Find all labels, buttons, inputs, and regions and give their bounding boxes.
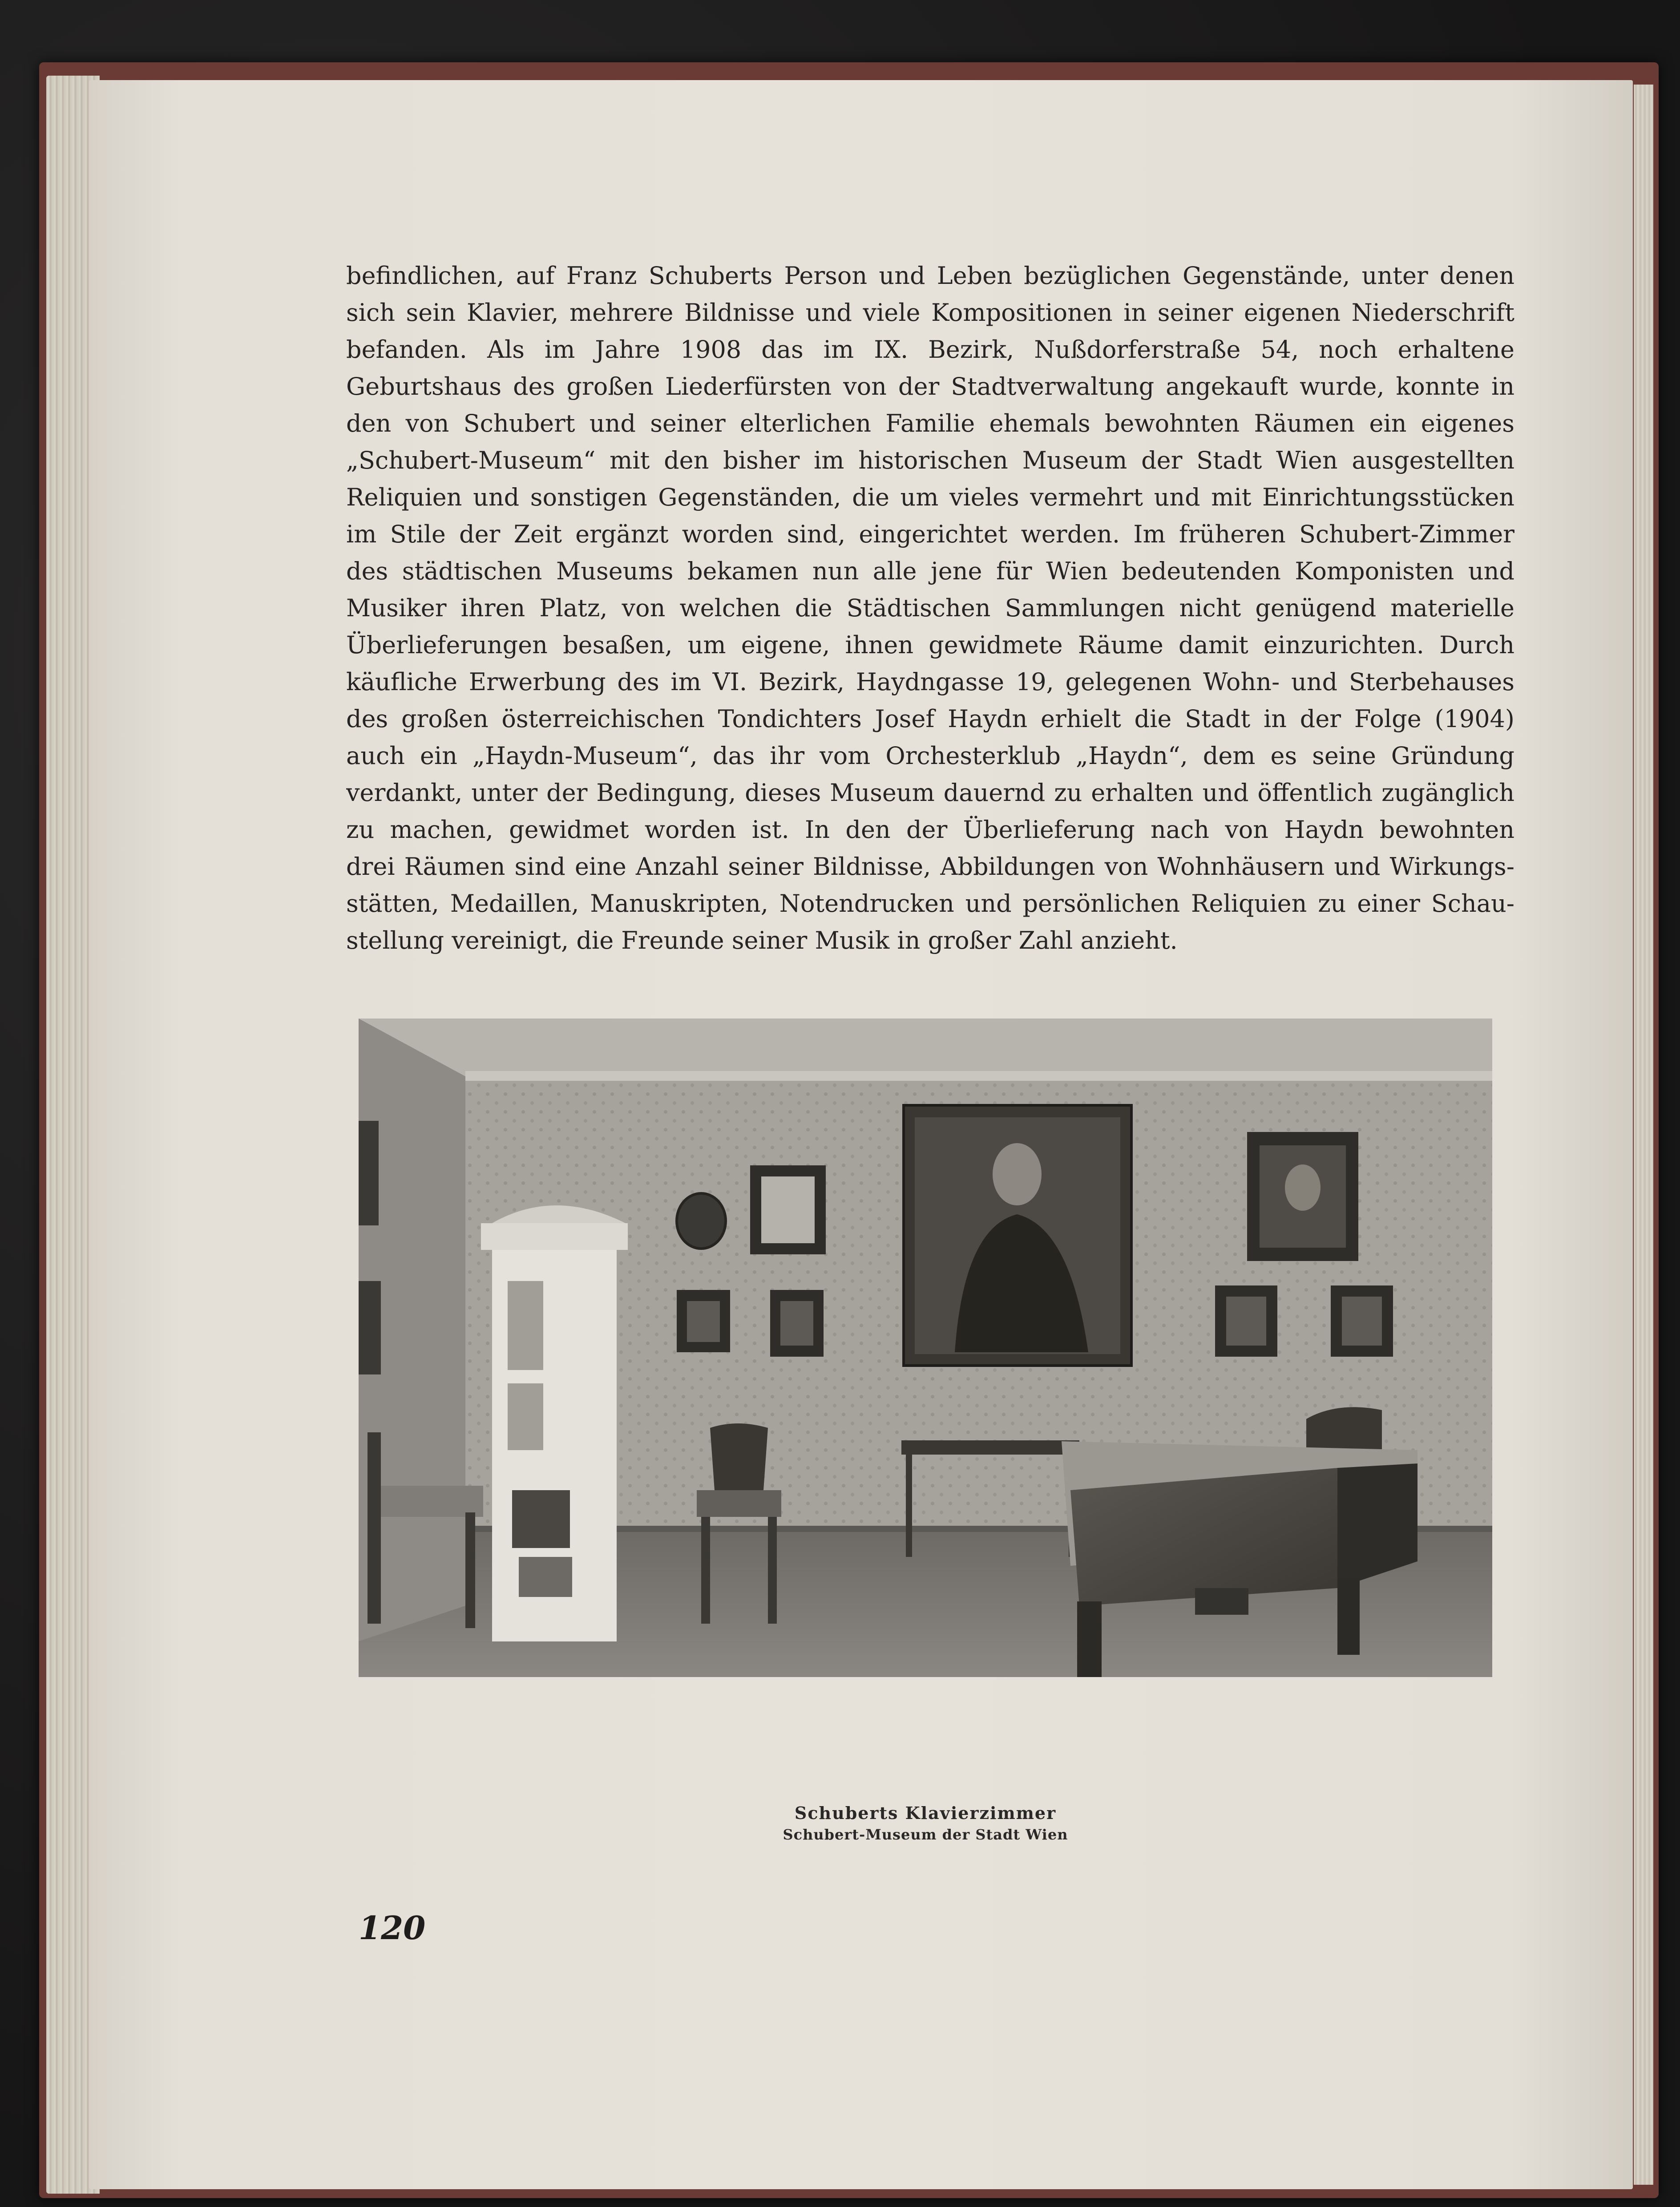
page-edges-right bbox=[1634, 85, 1653, 2185]
text-line: verdankt, unter der Bedingung, dieses Museum dauernd zu erhalten und öffentlich zugänglich bbox=[346, 779, 1514, 807]
text-line: Geburtshaus des großen Liederfürsten von der Stadtverwaltung angekauft wurde, konnte in bbox=[346, 372, 1514, 400]
text-line: befanden. Als im Jahre 1908 das im IX. Bezirk, Nußdorferstraße 54, noch erhaltene bbox=[346, 335, 1514, 364]
page-number: 120 bbox=[359, 1909, 426, 1947]
text-line: stätten, Medaillen, Manuskripten, Notendrucken und persönlichen Reliquien zu einer Schau- bbox=[346, 889, 1514, 918]
text-line: drei Räumen sind eine Anzahl seiner Bildnisse, Abbildungen von Wohnhäusern und Wirkungs- bbox=[346, 853, 1514, 881]
text-line: befindlichen, auf Franz Schuberts Person und Leben bezüglichen Gegenstände, unter denen bbox=[346, 262, 1514, 290]
text-line: stellung vereinigt, die Freunde seiner Musik in großer Zahl anzieht. bbox=[346, 926, 1178, 954]
body-paragraph bbox=[346, 257, 1514, 959]
text-line: käufliche Erwerbung des im VI. Bezirk, Haydngasse 19, gelegenen Wohn- und Sterbehauses bbox=[346, 668, 1514, 696]
text-line: Musiker ihren Platz, von welchen die Städtischen Sammlungen nicht genügend materielle bbox=[346, 594, 1514, 622]
text-line: Reliquien und sonstigen Gegenständen, die um vieles vermehrt und mit Einrichtungsstücken bbox=[346, 483, 1514, 511]
text-line: des städtischen Museums bekamen nun alle jene für Wien bedeutenden Komponisten und bbox=[346, 557, 1514, 585]
text-line: „Schubert-Museum“ mit den bisher im historischen Museum der Stadt Wien ausgestellten bbox=[346, 446, 1514, 474]
text-line: sich sein Klavier, mehrere Bildnisse und viele Kompositionen in seiner eigenen Niederschrift bbox=[346, 299, 1514, 327]
text-line: des großen österreichischen Tondichters Josef Haydn erhielt die Stadt in der Folge (1904) bbox=[346, 705, 1514, 733]
figure-caption-subtitle: Schubert-Museum der Stadt Wien bbox=[783, 1826, 1068, 1843]
text-line: zu machen, gewidmet worden ist. In den der Überlieferung nach von Haydn bewohnten bbox=[346, 816, 1514, 844]
text-line: auch ein „Haydn-Museum“, das ihr vom Orchesterklub „Haydn“, dem es seine Gründung bbox=[346, 742, 1514, 770]
text-line: Überlieferungen besaßen, um eigene, ihnen gewidmete Räume damit einzurichten. Durch bbox=[346, 631, 1514, 659]
text-line: den von Schubert und seiner elterlichen Familie ehemals bewohnten Räumen ein eigenes bbox=[346, 409, 1514, 437]
text-line: im Stile der Zeit ergänzt worden sind, eingerichtet werden. Im früheren Schubert-Zimmer bbox=[346, 520, 1514, 548]
room-photograph bbox=[359, 1019, 1492, 1677]
figure-caption-title: Schuberts Klavierzimmer bbox=[794, 1803, 1057, 1823]
